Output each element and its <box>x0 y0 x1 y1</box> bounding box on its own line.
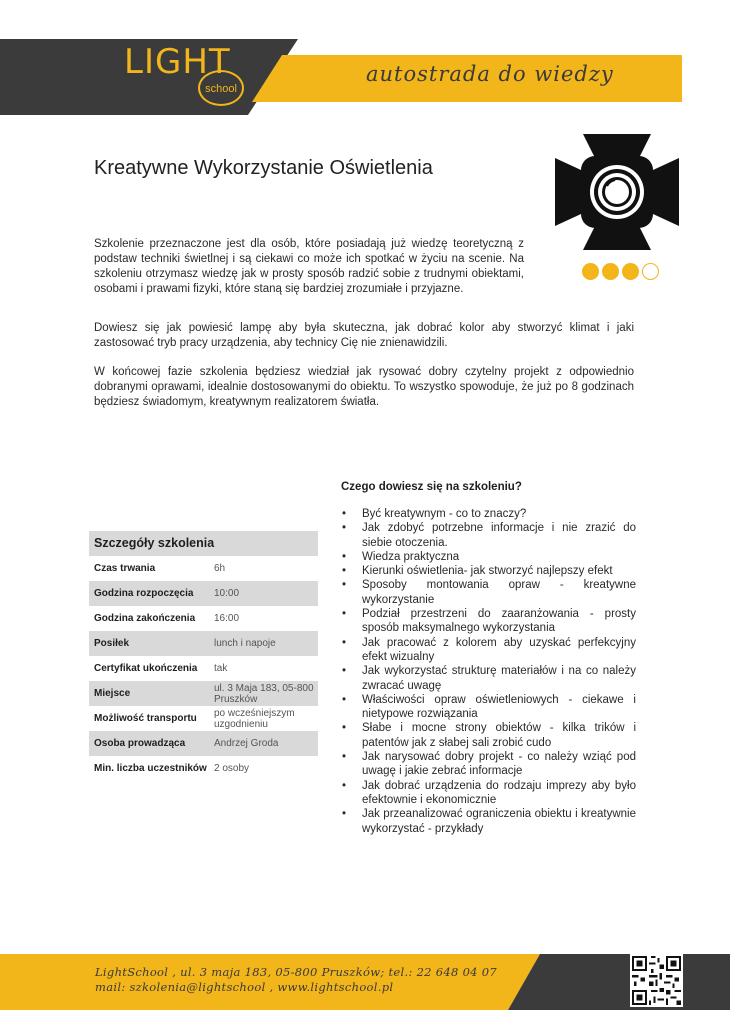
details-row <box>89 706 318 731</box>
body-paragraph: Dowiesz się jak powiesić lampę aby była skuteczna, jak dobrać kolor aby stworzyć klimat i jaki zastosować tryb pracy urządzenia, aby technicy Cię nie znienawidzili. <box>94 322 634 349</box>
stage-spotlight-icon <box>553 128 681 256</box>
list-item: • Podział przestrzeni do zaaranżowania - prosty sposób maksymalnego wykorzystania <box>341 607 636 636</box>
details-label: Możliwość transportu <box>94 713 197 724</box>
details-label: Miejsce <box>94 688 131 699</box>
header-slogan: autostrada do wiedzy <box>366 62 614 86</box>
details-row <box>89 556 318 581</box>
details-table <box>89 531 318 781</box>
list-item: • Jak narysować dobry projekt - co należy wziąć pod uwagę i jakie zebrać informacje <box>341 750 636 779</box>
details-label: Osoba prowadząca <box>94 738 186 749</box>
logo-wordmark: LIGHT <box>124 42 231 82</box>
details-value: 6h <box>214 563 226 574</box>
footer-contact: mail: szkolenia@lightschool , www.lightschool.pl <box>95 980 394 994</box>
list-item: • Właściwości opraw oświetleniowych - ciekawe i nietypowe rozwiązania <box>341 693 636 722</box>
details-label: Godzina zakończenia <box>94 613 196 624</box>
details-row <box>89 631 318 656</box>
details-label: Czas trwania <box>94 563 156 574</box>
details-value: 10:00 <box>214 588 240 599</box>
list-item: • Jak pracować z kolorem aby uzyskać perfekcyjny efekt wizualny <box>341 636 636 665</box>
details-label: Godzina rozpoczęcia <box>94 588 194 599</box>
details-value: ul. 3 Maja 183, 05-800 Pruszków <box>214 682 314 705</box>
body-paragraph: W końcowej fazie szkolenia będziesz wiedział jak rysować dobry czytelny projekt z odpowiednio dobranymi oprawami, idealnie dostosowanymi do obiektu. To wszystko spowoduje, że już po 8 godzinach będziesz świadomym, kreatywnym realizatorem światła. <box>94 366 634 408</box>
details-heading: Szczegóły szkolenia <box>89 531 318 556</box>
list-item: • Być kreatywnym - co to znaczy? <box>341 507 636 521</box>
page-title: Kreatywne Wykorzystanie Oświetlenia <box>94 157 433 179</box>
details-label: Min. liczba uczestników <box>94 763 207 774</box>
details-value: tak <box>214 663 228 674</box>
level-dot-filled <box>622 263 639 280</box>
logo-school-badge: school <box>198 70 244 106</box>
level-dot-empty <box>642 263 659 280</box>
details-row <box>89 656 318 681</box>
intro-paragraph: Szkolenie przeznaczone jest dla osób, które posiadają już wiedzę teoretyczną z podstaw techniki świetlnej i są ciekawi co może ich spotkać w życiu na scenie. Na szkoleniu otrzymasz wiedzę jak w prosty sposób radzić sobie z trudnymi obiektami, osobami i prawami fizyki, które staną się bardziej zrozumiałe i przyjazne. <box>94 238 524 295</box>
details-value: po wcześniejszym uzgodnieniu <box>214 707 295 730</box>
details-row <box>89 681 318 706</box>
learn-heading: Czego dowiesz się na szkoleniu? <box>341 481 522 493</box>
details-value: 2 osoby <box>214 763 250 774</box>
level-dot-filled <box>582 263 599 280</box>
list-item: • Wiedza praktyczna <box>341 550 636 564</box>
list-item: • Słabe i mocne strony obiektów - kilka trików i patentów jak z słabej sali zrobić cudo <box>341 721 636 750</box>
details-label: Posiłek <box>94 638 130 649</box>
details-row <box>89 731 318 756</box>
details-row <box>89 606 318 631</box>
footer-dark-band <box>508 954 730 1010</box>
details-row <box>89 756 318 781</box>
level-dot-filled <box>602 263 619 280</box>
list-item: • Sposoby montowania opraw - kreatywne wykorzystanie <box>341 578 636 607</box>
list-item: • Jak dobrać urządzenia do rodzaju imprezy aby było efektownie i ekonomicznie <box>341 779 636 808</box>
list-item: • Jak przeanalizować ograniczenia obiektu i kreatywnie wykorzystać - przykłady <box>341 807 636 836</box>
list-item: • Jak zdobyć potrzebne informacje i nie zrazić do siebie otoczenia. <box>341 521 636 550</box>
details-value: 16:00 <box>214 613 240 624</box>
details-row <box>89 581 318 606</box>
footer-address: LightSchool , ul. 3 maja 183, 05-800 Pruszków; tel.: 22 648 04 07 <box>95 965 497 979</box>
qr-code-icon <box>630 954 683 1007</box>
list-item: • Jak wykorzystać strukturę materiałów i na co należy zwracać uwagę <box>341 664 636 693</box>
details-value: Andrzej Groda <box>214 738 279 749</box>
difficulty-level <box>582 263 659 281</box>
list-item: • Kierunki oświetlenia- jak stworzyć najlepszy efekt <box>341 564 636 578</box>
details-value: lunch i napoje <box>214 638 276 649</box>
learn-list <box>341 507 636 836</box>
details-label: Certyfikat ukończenia <box>94 663 198 674</box>
